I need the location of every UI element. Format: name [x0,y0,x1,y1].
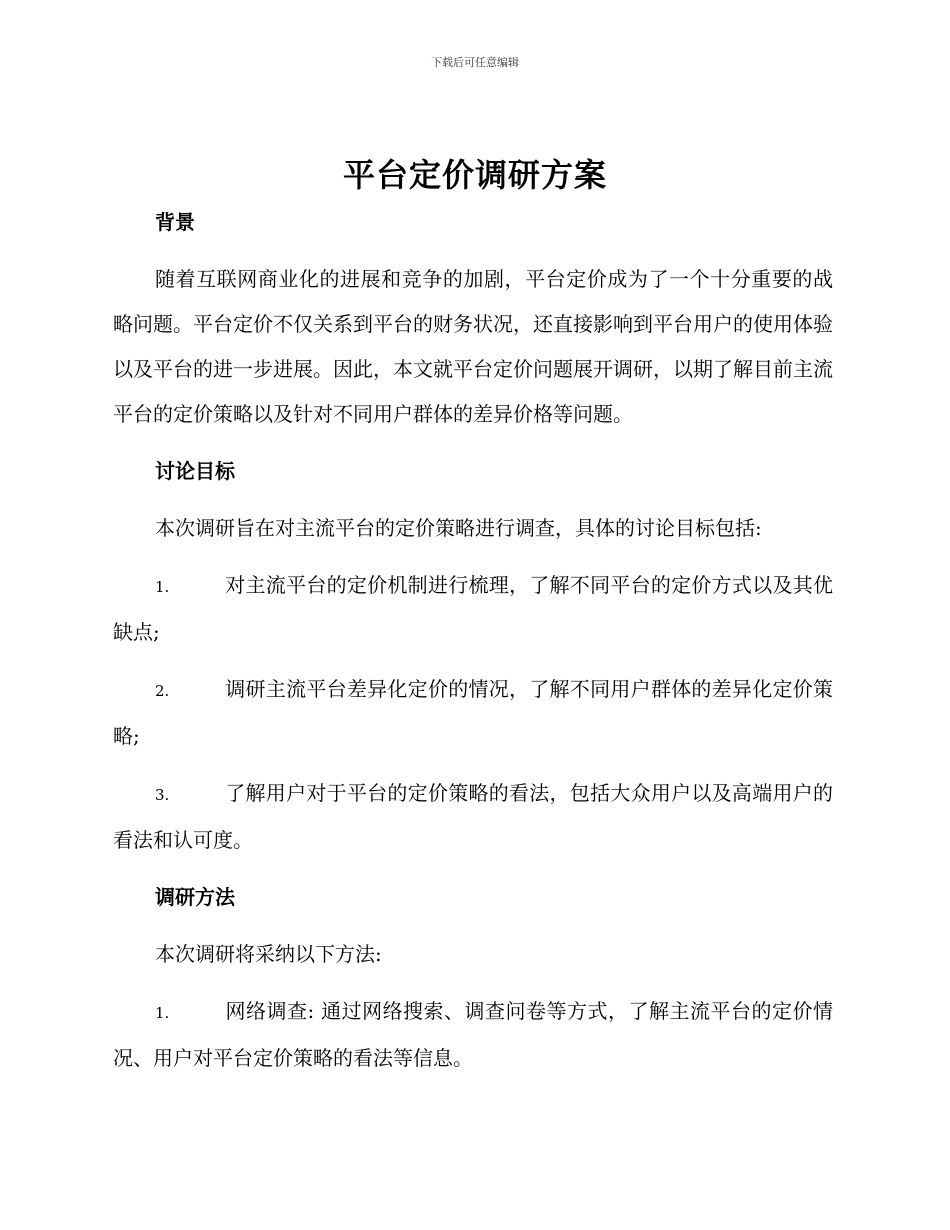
list-number: 2. [155,682,170,700]
list-item [113,563,833,655]
methods-intro: 本次调研将采纳以下方法: [155,942,382,966]
document-title: 平台定价调研方案 [342,156,607,194]
list-item-text: 调研主流平台差异化定价的情况，了解不同用户群体的差异化定价策略; [113,677,833,748]
section-heading-methods: 调研方法 [155,885,235,909]
section-heading-goals: 讨论目标 [155,459,235,483]
section-heading-background: 背景 [155,210,195,234]
list-item [113,667,833,759]
background-paragraph: 随着互联网商业化的进展和竞争的加剧，平台定价成为了一个十分重要的战略问题。平台定价不仅关系到平台的财务状况，还直接影响到平台用户的使用体验以及平台的进一步进展。因此，本文就平台定价问题展开调研，以期了解目前主流平台的定价策略以及针对不同用户群体的差异价格等问题。 [113,267,833,426]
list-number: 3. [155,786,170,804]
list-item-text: 了解用户对于平台的定价策略的看法，包括大众用户以及高端用户的看法和认可度。 [113,781,833,852]
list-item-text: 对主流平台的定价机制进行梳理，了解不同平台的定价方式以及其优缺点; [113,573,833,644]
list-item [113,771,833,863]
list-item [113,989,833,1081]
goals-intro: 本次调研旨在对主流平台的定价策略进行调查，具体的讨论目标包括: [155,516,762,540]
document-body [113,200,833,1093]
list-number: 1. [155,578,170,596]
list-number: 1. [155,1004,170,1022]
header-note: 下载后可任意编辑 [431,56,519,69]
list-item-text: 网络调查: 通过网络搜索、调查问卷等方式，了解主流平台的定价情况、用户对平台定价策略的看法等信息。 [113,999,833,1070]
